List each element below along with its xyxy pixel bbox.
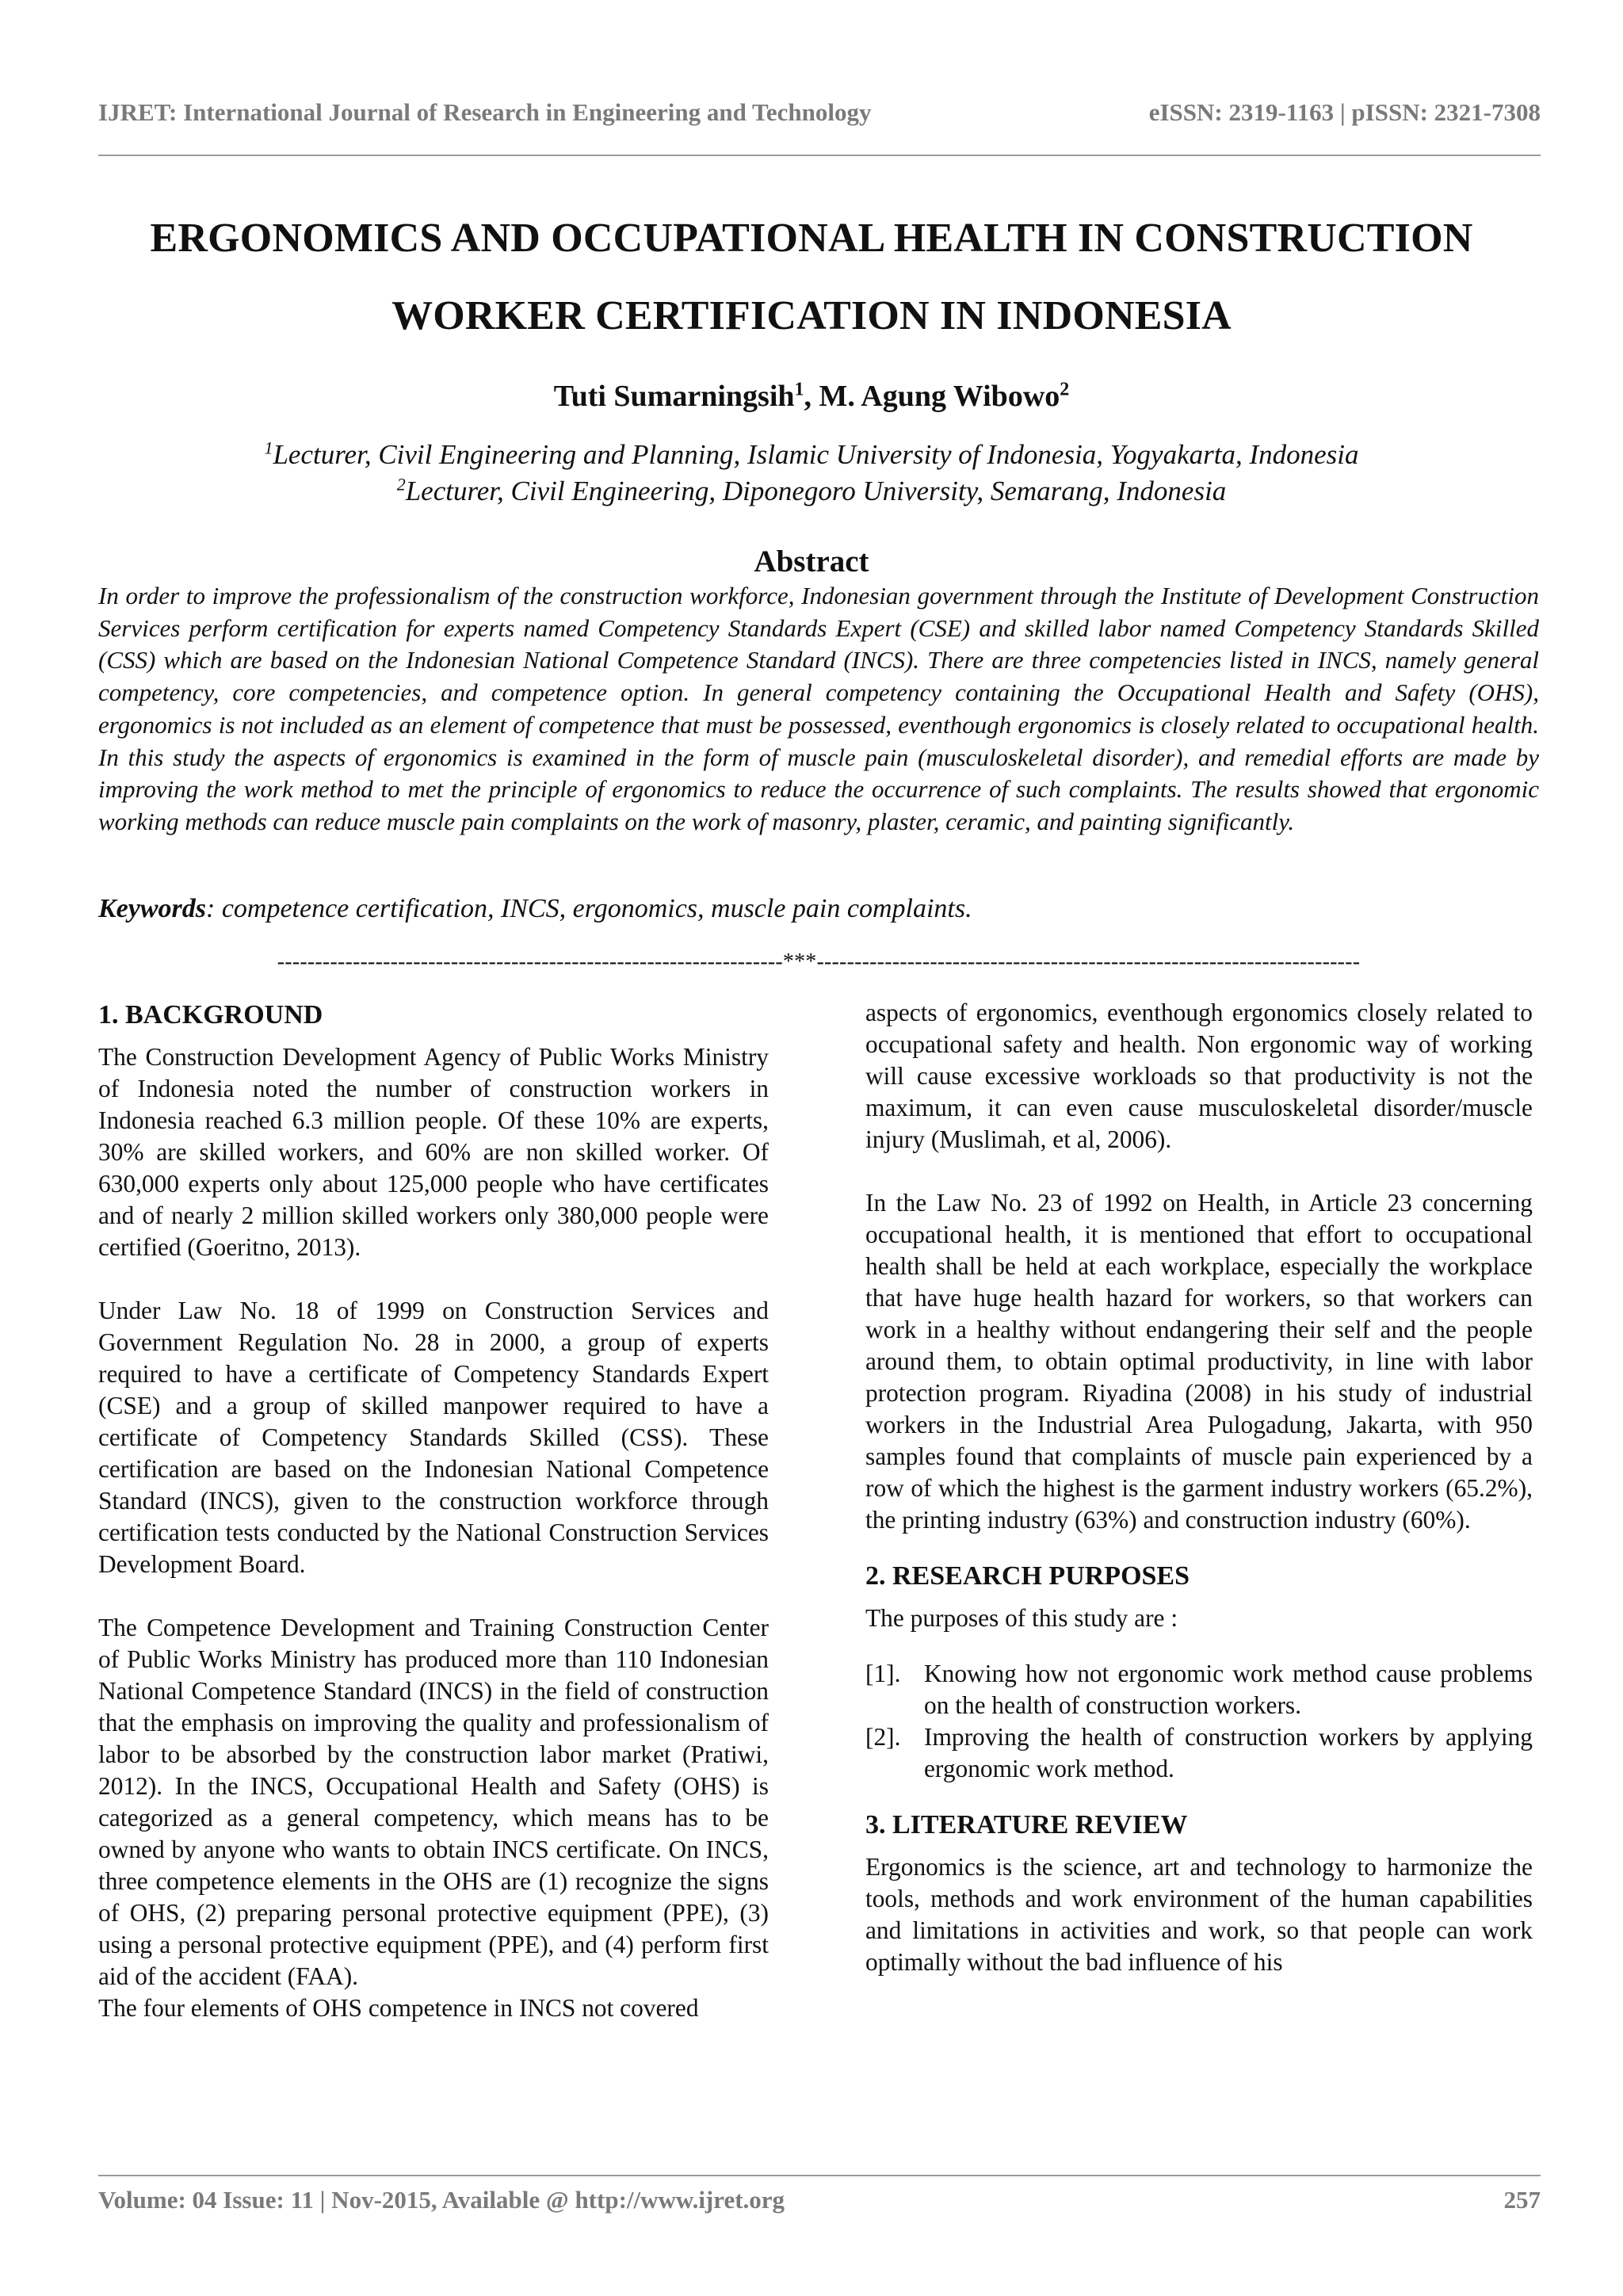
- keywords: [98, 894, 1539, 924]
- running-header: [98, 98, 1541, 127]
- background-paragraph-2: Under Law No. 18 of 1999 on Construction Services and Government Regulation No. 28 in 2000, a group of experts required to have a certificate of Competency Standards Expert (CSE) and a group of skilled manpower required to have a certificate of Competency Standards Skilled (CSS). These certification are based on the Indonesian National Competence Standard (INCS), given to the construction workforce through certification tests conducted by the National Construction Services Development Board.: [98, 1297, 769, 1578]
- background-paragraph-1: The Construction Development Agency of Public Works Ministry of Indonesia noted the number of construction workers in Indonesia reached 6.3 million people. Of these 10% are experts, 30% are skilled workers, and 60% are non skilled worker. Of 630,000 experts only about 125,000 people who have certificates and of nearly 2 million skilled workers only 380,000 people were certified (Goeritno, 2013).: [98, 1043, 769, 1261]
- affiliation-1-text: Lecturer, Civil Engineering and Planning, Islamic University of Indonesia, Yogyakarta, Indonesia: [273, 439, 1359, 470]
- abstract-body: In order to improve the professionalism of the construction workforce, Indonesian government through the Institute of Development Construction Services perform certification for experts named Competency Standards Expert (CSE) and skilled labor named Competency Standards Skilled (CSS) which are based on the Indonesian National Competence Standard (INCS). There are three competencies listed in INCS, namely general competency, core competencies, and competence option. In general competency containing the Occupational Health and Safety (OHS), ergonomics is not included as an element of competence that must be possessed, eventhough ergonomics is closely related to occupational health. In this study the aspects of ergonomics is examined in the form of muscle pain (musculoskeletal disorder), and remedial efforts are made by improving the work method to met the principle of ergonomics to reduce the occurrence of such complaints. The results showed that ergonomic working methods can reduce muscle pain complaints on the work of masonry, plaster, ceramic, and painting significantly.: [98, 582, 1539, 835]
- title-line-2: WORKER CERTIFICATION IN INDONESIA: [391, 293, 1232, 338]
- section-separator: -------------------------------------------------------------------***------------------------------------------------------------------------: [277, 949, 1361, 974]
- author-list: [0, 379, 1623, 414]
- keywords-label: Keywords: [98, 894, 206, 923]
- list-item-text: Improving the health of construction workers by applying ergonomic work method.: [924, 1723, 1533, 1782]
- page-number: 257: [1503, 2186, 1541, 2214]
- paper-title: [79, 200, 1544, 355]
- section-heading-literature: 3. LITERATURE REVIEW: [865, 1810, 1188, 1839]
- abstract-heading: Abstract: [754, 544, 869, 579]
- background-paragraph-5: aspects of ergonomics, eventhough ergonomics closely related to occupational safety and health. Non ergonomic way of working will cause excessive workloads so that productivity is not the maximum, it can even cause musculoskeletal disorder/muscle injury (Muslimah, et al, 2006).: [865, 999, 1533, 1153]
- footer-volume: Volume: 04 Issue: 11 | Nov-2015, Available @ http://www.ijret.org: [98, 2186, 785, 2214]
- page-footer: [98, 2186, 1541, 2214]
- affiliation-2-text: Lecturer, Civil Engineering, Diponegoro University, Semarang, Indonesia: [405, 476, 1227, 506]
- list-item-text: Knowing how not ergonomic work method cause problems on the health of construction workers.: [924, 1660, 1533, 1719]
- author-separator: ,: [804, 380, 819, 413]
- author-1-affil-mark: 1: [794, 379, 804, 400]
- footer-rule: [98, 2175, 1541, 2176]
- author-2-affil-mark: 2: [1060, 379, 1070, 400]
- affiliation-2: [0, 476, 1623, 507]
- author-2: M. Agung Wibowo: [819, 380, 1060, 413]
- list-item-number: [2].: [865, 1723, 901, 1751]
- purposes-intro: The purposes of this study are :: [865, 1604, 1178, 1632]
- list-item-number: [1].: [865, 1660, 901, 1687]
- left-column: [98, 997, 769, 2024]
- title-line-1: ERGONOMICS AND OCCUPATIONAL HEALTH IN CONSTRUCTION: [150, 216, 1473, 261]
- background-paragraph-4: The four elements of OHS competence in INCS not covered: [98, 1994, 699, 2022]
- journal-name: IJRET: International Journal of Research in Engineering and Technology: [98, 98, 872, 126]
- background-paragraph-6: In the Law No. 23 of 1992 on Health, in Article 23 concerning occupational health, it is mentioned that effort to occupational health shall be held at each workplace, especially the workplace that have huge health hazard for workers, so that workers can work in a healthy without endangering their self and the people around them, to obtain optimal productivity, in line with labor protection program. Riyadina (2008) in his study of industrial workers in the Industrial Area Pulogadung, Jakarta, with 950 samples found that complaints of muscle pain experienced by a row of which the highest is the garment industry workers (65.2%), the printing industry (63%) and construction industry (60%).: [865, 1189, 1533, 1534]
- section-heading-background: 1. BACKGROUND: [98, 1000, 323, 1030]
- affiliation-2-mark: 2: [396, 474, 406, 495]
- right-column: [865, 997, 1533, 1978]
- literature-paragraph-1: Ergonomics is the science, art and technology to harmonize the tools, methods and work environment of the human capabilities and limitations in activities and work, so that people can work optimally without the bad influence of his: [865, 1853, 1533, 1976]
- header-rule: [98, 155, 1541, 156]
- background-paragraph-3: The Competence Development and Training Construction Center of Public Works Ministry has produced more than 110 Indonesian National Competence Standard (INCS) in the field of construction that the emphasis on improving the quality and professionalism of labor to be absorbed by the construction labor market (Pratiwi, 2012). In the INCS, Occupational Health and Safety (OHS) is categorized as a general competency, which means has to be owned by anyone who wants to obtain INCS certificate. On INCS, three competence elements in the OHS are (1) recognize the signs of OHS, (2) preparing personal protective equipment (PPE), (3) using a personal protective equipment (PPE), and (4) perform first aid of the accident (FAA).: [98, 1614, 769, 1990]
- list-item: [865, 1658, 1533, 1721]
- affiliation-1: [0, 439, 1623, 471]
- affiliation-1-mark: 1: [264, 437, 273, 458]
- keywords-text: : competence certification, INCS, ergonomics, muscle pain complaints.: [206, 894, 972, 923]
- list-item: [865, 1721, 1533, 1785]
- author-1: Tuti Sumarningsih: [553, 380, 795, 413]
- issn: eISSN: 2319-1163 | pISSN: 2321-7308: [1148, 98, 1541, 126]
- section-heading-purposes: 2. RESEARCH PURPOSES: [865, 1561, 1190, 1591]
